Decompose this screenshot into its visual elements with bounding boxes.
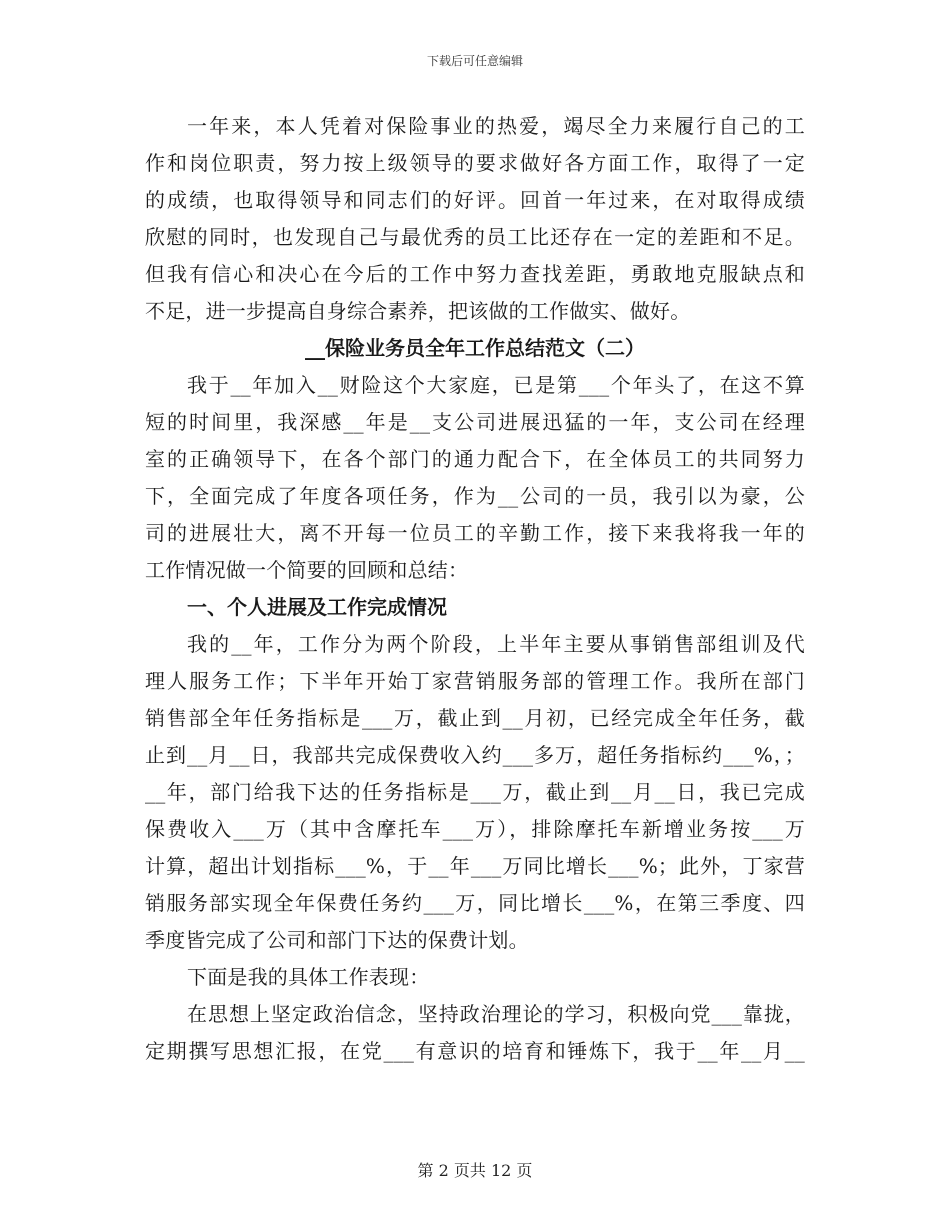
page-footer: 第 2 页共 12 页	[417, 1161, 533, 1180]
text-line: 下，全面完成了年度各项任务，作为__公司的一员，我引以为豪，公	[145, 484, 805, 508]
text-line: 欣慰的同时，也发现自己与最优秀的员工比还存在一定的差距和不足。	[145, 225, 805, 249]
text-line: 季度皆完成了公司和部门下达的保费计划。	[145, 928, 529, 952]
text-line: 作和岗位职责，努力按上级领导的要求做好各方面工作，取得了一定	[145, 151, 805, 175]
text-line: __年，部门给我下达的任务指标是___万，截止到__月__日，我已完成	[145, 780, 805, 804]
text-line: 计算，超出计划指标___%，于__年___万同比增长___%；此外，丁家营	[145, 854, 805, 878]
text-line: 理人服务工作；下半年开始丁家营销服务部的管理工作。我所在部门	[145, 669, 805, 693]
text-line: 但我有信心和决心在今后的工作中努力查找差距，勇敢地克服缺点和	[145, 262, 805, 286]
text-line: 保费收入___万（其中含摩托车___万），排除摩托车新增业务按___万	[145, 817, 805, 841]
text-line: 不足，进一步提高自身综合素养，把该做的工作做实、做好。	[145, 299, 691, 323]
section-title: __保险业务员全年工作总结范文（二）	[305, 336, 645, 360]
text-line: 室的正确领导下，在各个部门的通力配合下，在全体员工的共同努力	[145, 447, 805, 471]
text-line: 止到__月__日，我部共完成保费收入约___多万，超任务指标约___%，；	[145, 743, 805, 767]
document-body	[145, 108, 805, 1070]
text-line: 下面是我的具体工作表现：	[187, 965, 430, 989]
text-line: 一年来，本人凭着对保险事业的热爱，竭尽全力来履行自己的工	[187, 114, 805, 138]
text-line: 短的时间里，我深感__年是__支公司进展迅猛的一年，支公司在经理	[145, 410, 805, 434]
text-line: 定期撰写思想汇报，在党___有意识的培育和锤炼下，我于__年__月__	[145, 1039, 805, 1063]
text-line: 的成绩，也取得领导和同志们的好评。回首一年过来，在对取得成绩	[145, 188, 805, 212]
text-line: 我于__年加入__财险这个大家庭，已是第___个年头了，在这不算	[187, 373, 805, 397]
page-header: 下载后可任意编辑	[426, 54, 523, 68]
text-line: 工作情况做一个简要的回顾和总结：	[145, 558, 469, 582]
text-line: 销售部全年任务指标是___万，截止到__月初，已经完成全年任务，截	[145, 706, 805, 730]
text-line: 司的进展壮大，离不开每一位员工的辛勤工作，接下来我将我一年的	[145, 521, 805, 545]
section-heading: 一、个人进展及工作完成情况	[187, 595, 447, 619]
text-line: 销服务部实现全年保费任务约___万，同比增长___%，在第三季度、四	[145, 891, 805, 915]
text-line: 我的__年，工作分为两个阶段，上半年主要从事销售部组训及代	[187, 632, 805, 656]
text-line: 在思想上坚定政治信念，坚持政治理论的学习，积极向党___靠拢，	[187, 1002, 805, 1026]
